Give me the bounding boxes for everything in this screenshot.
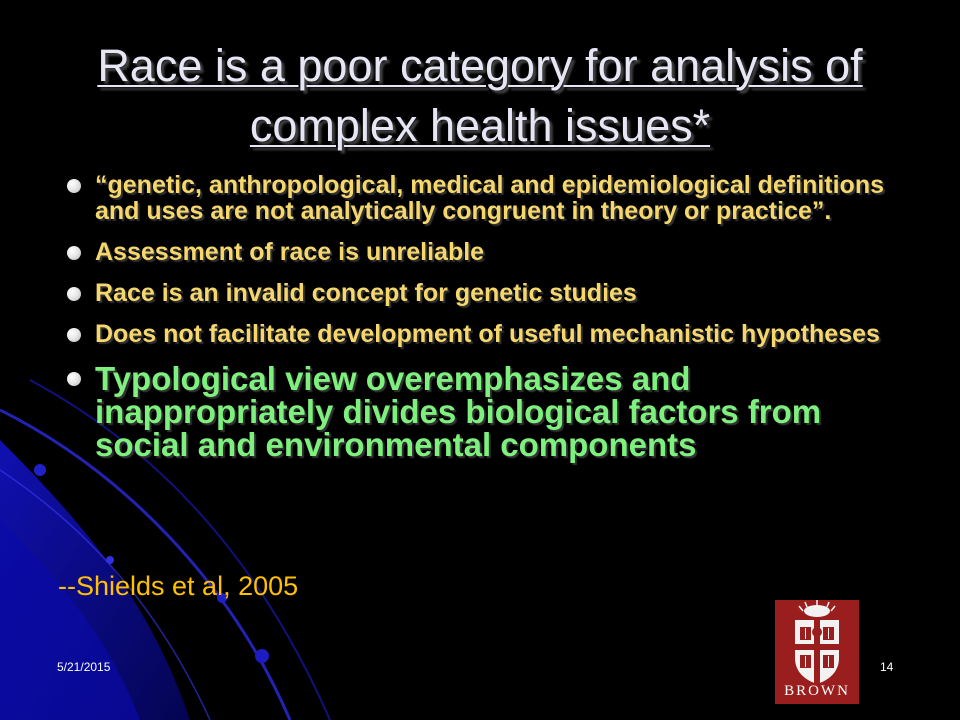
bullet-item-genetic-studies: Race is an invalid concept for genetic studies xyxy=(62,280,902,306)
brown-logo xyxy=(775,600,859,704)
bullet-item-hypotheses: Does not facilitate development of useful mechanistic hypotheses xyxy=(62,321,902,347)
slide-number: 14 xyxy=(880,660,894,674)
bullet-item-assessment: Assessment of race is unreliable xyxy=(62,239,902,265)
bullet-item-typological-view: Typological view overemphasizes and inappropriately divides biological factors from social and environmental components xyxy=(62,362,902,461)
slide-date: 5/21/2015 xyxy=(57,660,111,674)
bullet-item-definitions: “genetic, anthropological, medical and epidemiological definitions and uses are not analytically congruent in theory or practice”. xyxy=(62,172,902,224)
bullet-list xyxy=(62,172,902,461)
logo-text: BROWN xyxy=(784,683,850,699)
slide-title: Race is a poor category for analysis of complex health issues* xyxy=(97,40,863,151)
citation: --Shields et al, 2005 xyxy=(58,571,299,601)
